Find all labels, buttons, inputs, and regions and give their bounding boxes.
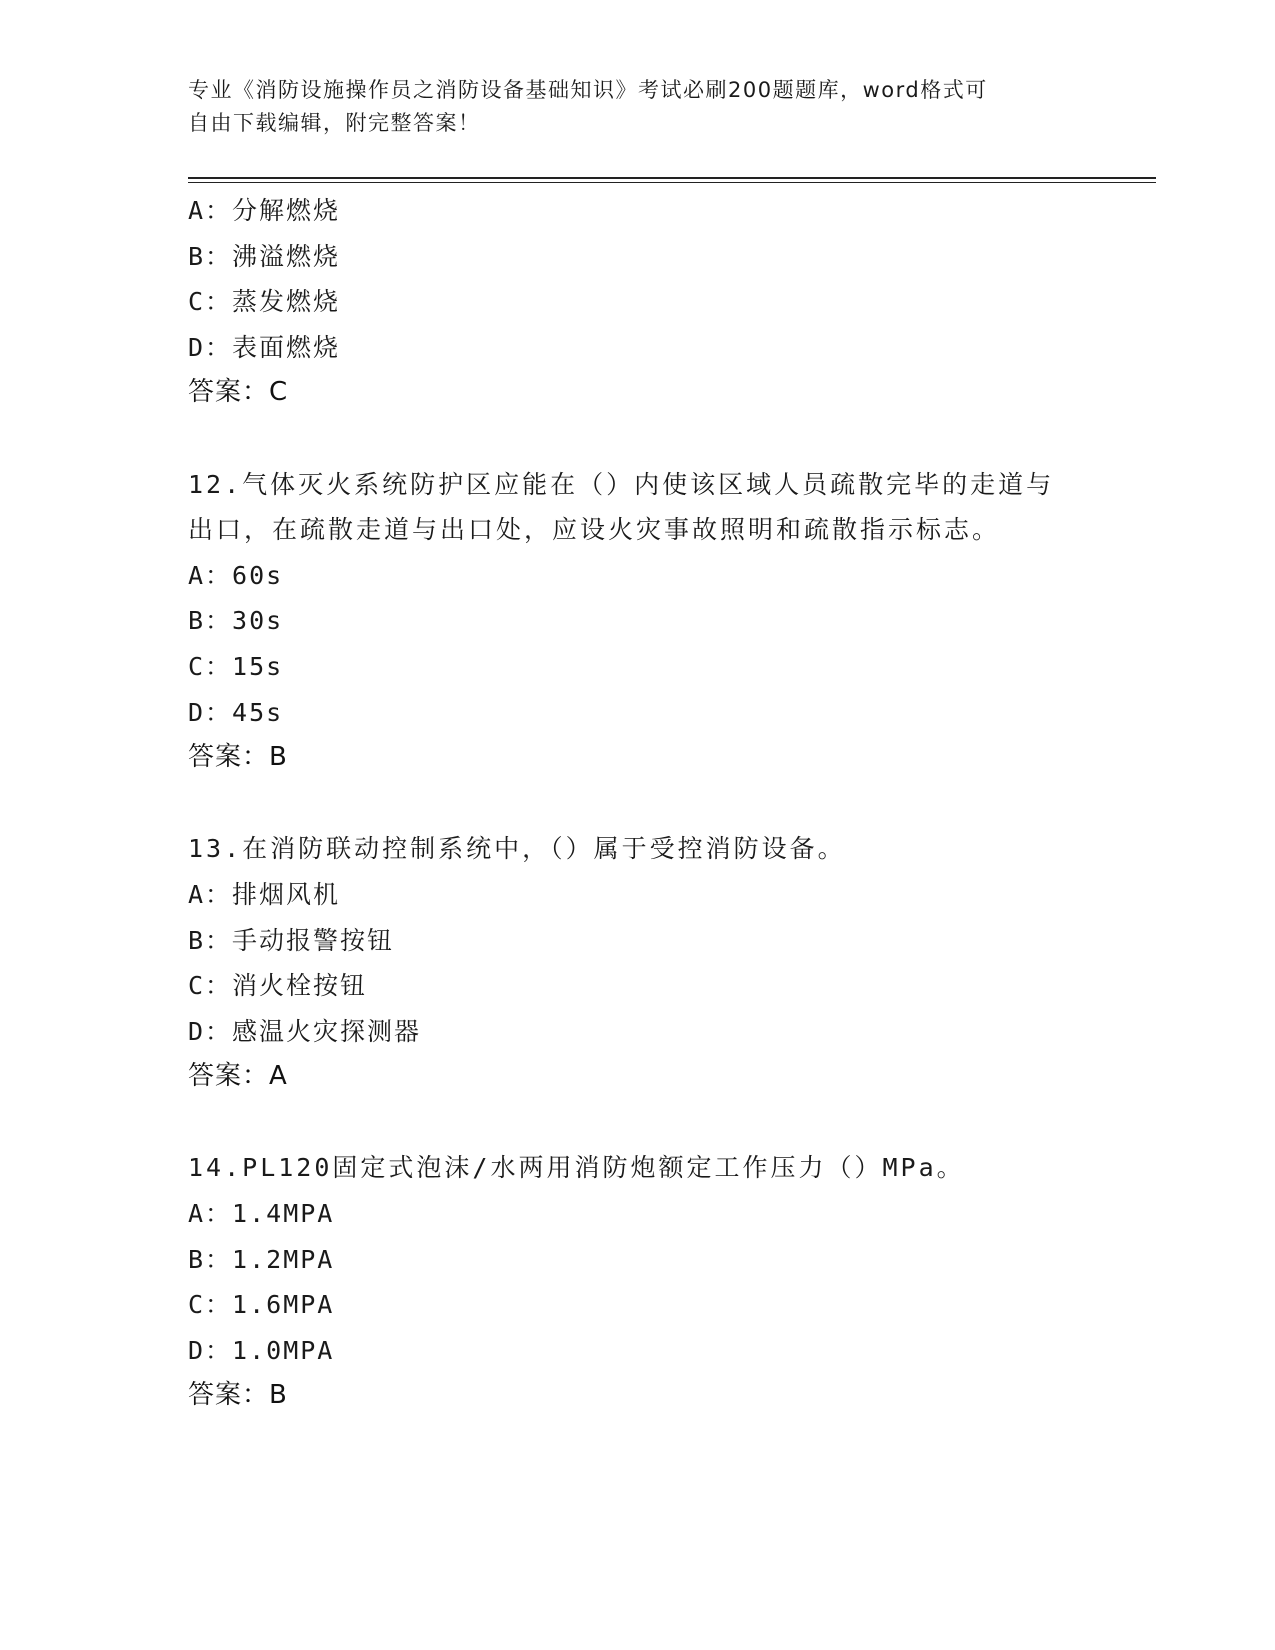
header-title-line-2: 自由下载编辑，附完整答案！: [188, 111, 481, 135]
question-text: 出口，在疏散走道与出口处，应设火灾事故照明和疏散指示标志。: [188, 515, 1001, 545]
option-b: B：30s: [188, 606, 284, 636]
header-divider: [188, 177, 1156, 179]
options-block-12: [188, 553, 1148, 781]
header-title-line-1: 专业《消防设施操作员之消防设备基础知识》考试必刷200题题库，word格式可: [188, 78, 988, 102]
question-text: 14.PL120固定式泡沫/水两用消防炮额定工作压力（）MPa。: [188, 1153, 965, 1183]
question-content: [188, 188, 1148, 1419]
option-a: A：分解燃烧: [188, 196, 341, 225]
option-a: A：排烟风机: [188, 879, 341, 909]
answer-line: 答案：C: [188, 377, 289, 408]
option-d: D：表面燃烧: [188, 332, 341, 362]
spacer: [188, 416, 1148, 462]
spacer: [188, 781, 1148, 827]
answer-line: 答案：B: [188, 1380, 288, 1411]
option-d: D：1.0MPA: [188, 1335, 335, 1365]
option-a: A：1.4MPA: [188, 1199, 335, 1229]
options-block-13: [188, 872, 1148, 1100]
spacer: [188, 1100, 1148, 1146]
option-d: D：45s: [188, 697, 284, 727]
document-header: [188, 74, 1088, 140]
question-block-14: [188, 1145, 1148, 1191]
option-c: C：1.6MPA: [188, 1290, 335, 1320]
question-block-13: [188, 826, 1148, 872]
options-block-14: [188, 1191, 1148, 1419]
option-b: B：1.2MPA: [188, 1244, 335, 1274]
option-b: B：手动报警按钮: [188, 925, 395, 955]
question-block-12: [188, 462, 1148, 553]
question-text: 12.气体灭火系统防护区应能在（）内使该区域人员疏散完毕的走道与: [188, 469, 1055, 499]
answer-line: 答案：A: [188, 1061, 288, 1092]
answer-line: 答案：B: [188, 742, 288, 773]
header-divider-thin: [188, 182, 1156, 183]
option-d: D：感温火灾探测器: [188, 1016, 422, 1046]
option-c: C：消火栓按钮: [188, 971, 368, 1001]
option-b: B：沸溢燃烧: [188, 241, 341, 271]
option-a: A：60s: [188, 560, 284, 590]
option-c: C：蒸发燃烧: [188, 287, 341, 317]
option-c: C：15s: [188, 651, 284, 681]
question-text: 13.在消防联动控制系统中，（）属于受控消防设备。: [188, 834, 846, 864]
question-block-11: [188, 188, 1148, 416]
